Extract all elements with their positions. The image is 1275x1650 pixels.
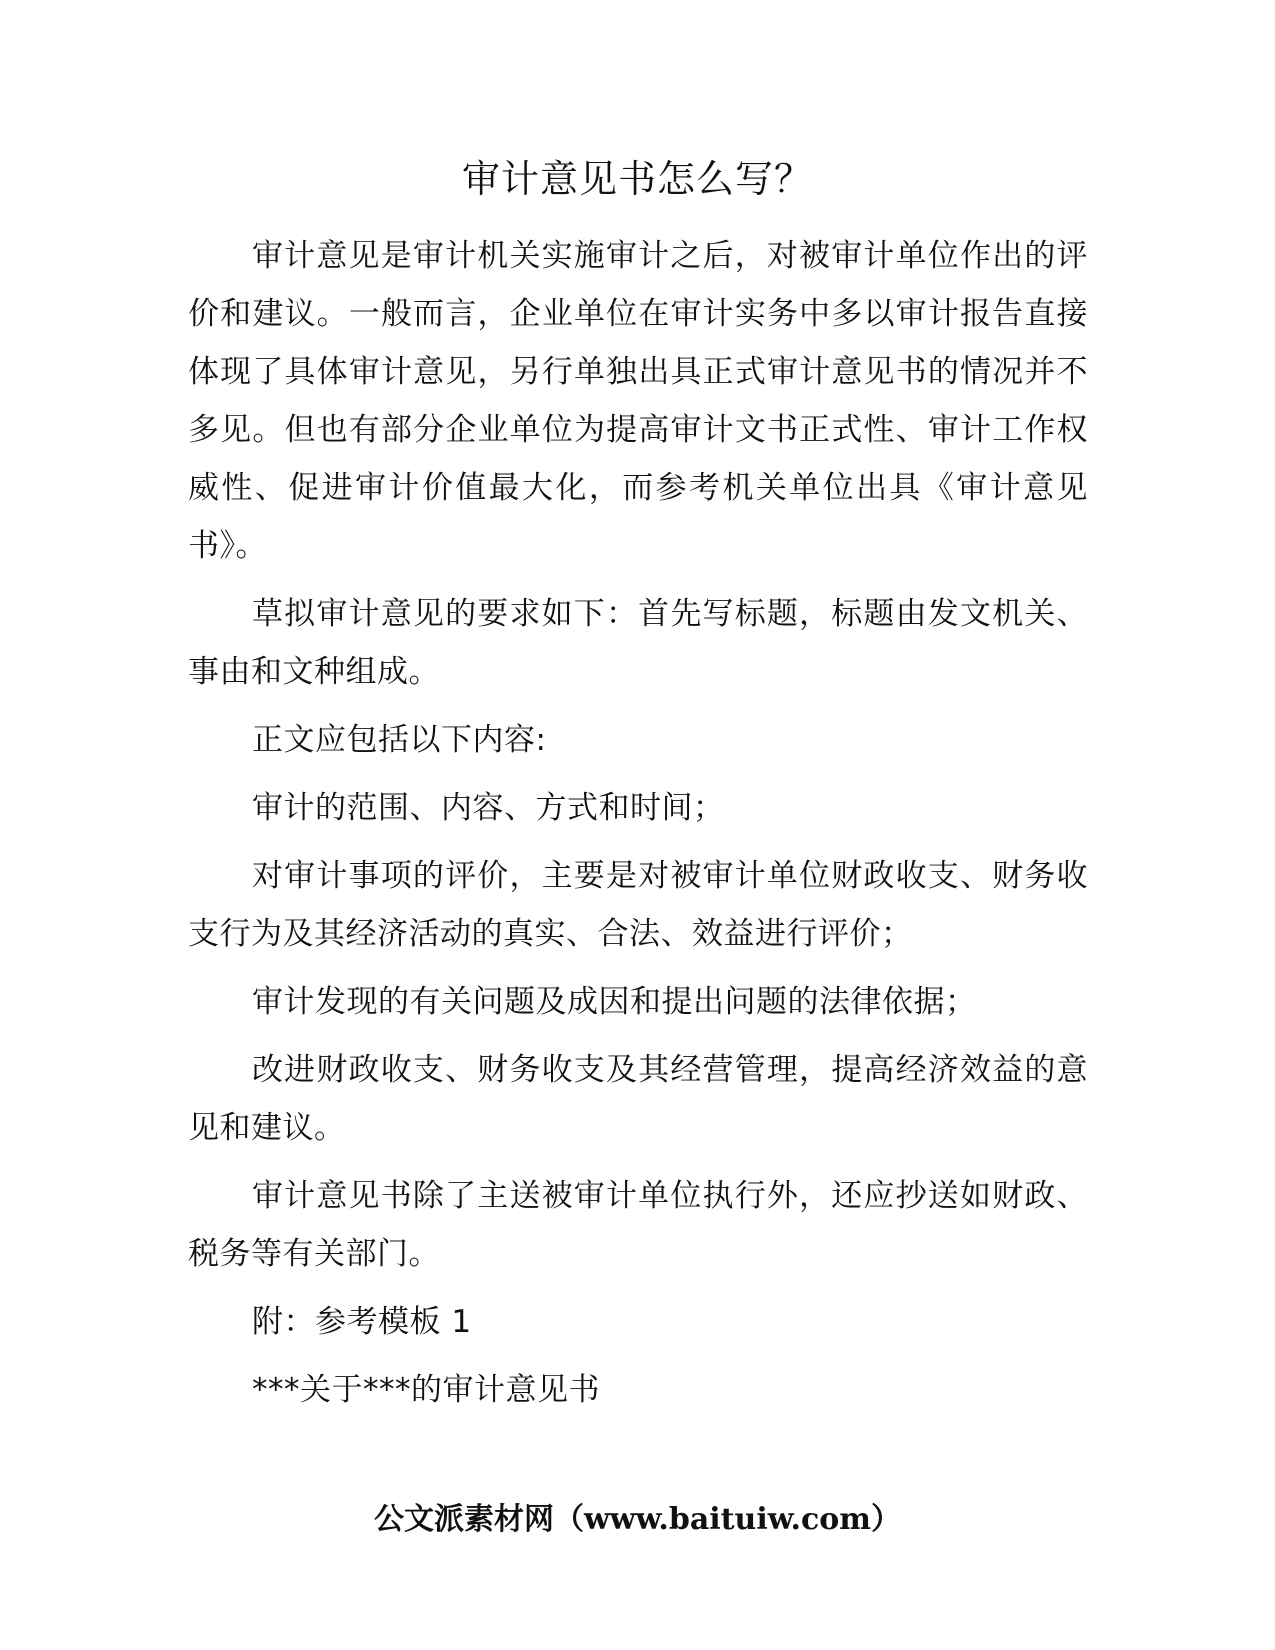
paragraph-template-title: ***关于***的审计意见书 <box>252 1372 600 1408</box>
document-body <box>188 227 1088 1429</box>
paragraph-appendix-label: 附：参考模板 1 <box>252 1304 472 1340</box>
paragraph-item-issues: 审计发现的有关问题及成因和提出问题的法律依据； <box>252 984 977 1020</box>
paragraph-distribution: 审计意见书除了主送被审计单位执行外，还应抄送如财政、税务等有关部门。 <box>188 1178 1088 1272</box>
paragraph-item-suggestions: 改进财政收支、财务收支及其经营管理，提高经济效益的意见和建议。 <box>188 1052 1088 1146</box>
paragraph-requirements: 草拟审计意见的要求如下：首先写标题，标题由发文机关、事由和文种组成。 <box>188 596 1088 690</box>
paragraph-content-heading: 正文应包括以下内容: <box>252 722 547 758</box>
footer-watermark-text: 公文派素材网（www.baituiw.com） <box>373 1502 902 1537</box>
paragraph-intro: 审计意见是审计机关实施审计之后，对被审计单位作出的评价和建议。一般而言，企业单位在审计实务中多以审计报告直接体现了具体审计意见，另行单独出具正式审计意见书的情况并不多见。但也有部分企业单位为提高审计文书正式性、审计工作权威性、促进审计价值最大化，而参考机关单位出具《审计意见书》。 <box>188 238 1088 564</box>
paragraph-item-evaluation: 对审计事项的评价，主要是对被审计单位财政收支、财务收支行为及其经济活动的真实、合法、效益进行评价； <box>188 858 1088 952</box>
document-title: 审计意见书怎么写？ <box>461 157 813 201</box>
paragraph-item-scope: 审计的范围、内容、方式和时间； <box>252 790 725 826</box>
